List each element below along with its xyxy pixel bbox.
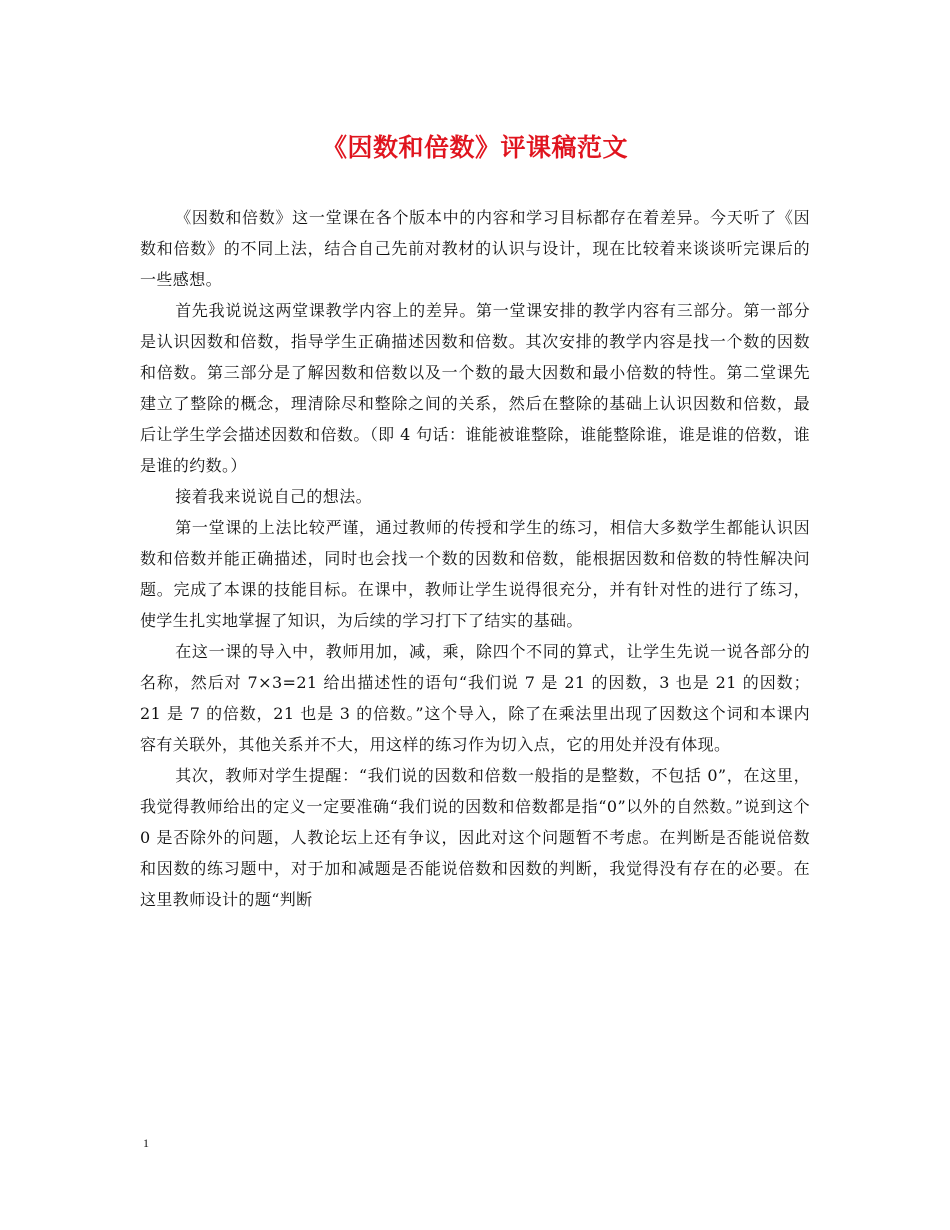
paragraph: 在这一课的导入中，教师用加，减，乘，除四个不同的算式，让学生先说一说各部分的名称，然后对 7×3=21 给出描述性的语句“我们说 7 是 21 的因数，3 也是 21 的因数；21 是 7 的倍数，21 也是 3 的倍数。”这个导入，除了在乘法里出现了因数这个词和本课内容有关联外，其他关系并不大，用这样的练习作为切入点，它的用处并没有体现。 xyxy=(140,642,810,754)
paragraph: 接着我来说说自己的想法。 xyxy=(175,487,372,506)
page-number: 1 xyxy=(143,1136,149,1150)
document-title: 《因数和倍数》评课稿范文 xyxy=(321,133,628,162)
paragraph: 首先我说说这两堂课教学内容上的差异。第一堂课安排的教学内容有三部分。第一部分是认识因数和倍数，指导学生正确描述因数和倍数。其次安排的教学内容是找一个数的因数和倍数。第三部分是了解因数和倍数以及一个数的最大因数和最小倍数的特性。第二堂课先建立了整除的概念，理清除尽和整除之间的关系，然后在整除的基础上认识因数和倍数，最后让学生学会描述因数和倍数。（即 4 句话：谁能被谁整除，谁能整除谁，谁是谁的倍数，谁是谁的约数。） xyxy=(140,301,810,475)
document-body xyxy=(140,202,810,915)
paragraph: 其次，教师对学生提醒：“我们说的因数和倍数一般指的是整数，不包括 0”，在这里，我觉得教师给出的定义一定要准确“我们说的因数和倍数都是指“0”以外的自然数。”说到这个 0 是否除外的问题，人教论坛上还有争议，因此对这个问题暂不考虑。在判断是否能说倍数和因数的练习题中，对于加和减题是否能说倍数和因数的判断，我觉得没有存在的必要。在这里教师设计的题“判断 xyxy=(140,766,810,909)
paragraph: 《因数和倍数》这一堂课在各个版本中的内容和学习目标都存在着差异。今天听了《因数和倍数》的不同上法，结合自己先前对教材的认识与设计，现在比较着来谈谈听完课后的一些感想。 xyxy=(140,208,810,289)
paragraph: 第一堂课的上法比较严谨，通过教师的传授和学生的练习，相信大多数学生都能认识因数和倍数并能正确描述，同时也会找一个数的因数和倍数，能根据因数和倍数的特性解决问题。完成了本课的技能目标。在课中，教师让学生说得很充分，并有针对性的进行了练习，使学生扎实地掌握了知识，为后续的学习打下了结实的基础。 xyxy=(140,518,810,630)
